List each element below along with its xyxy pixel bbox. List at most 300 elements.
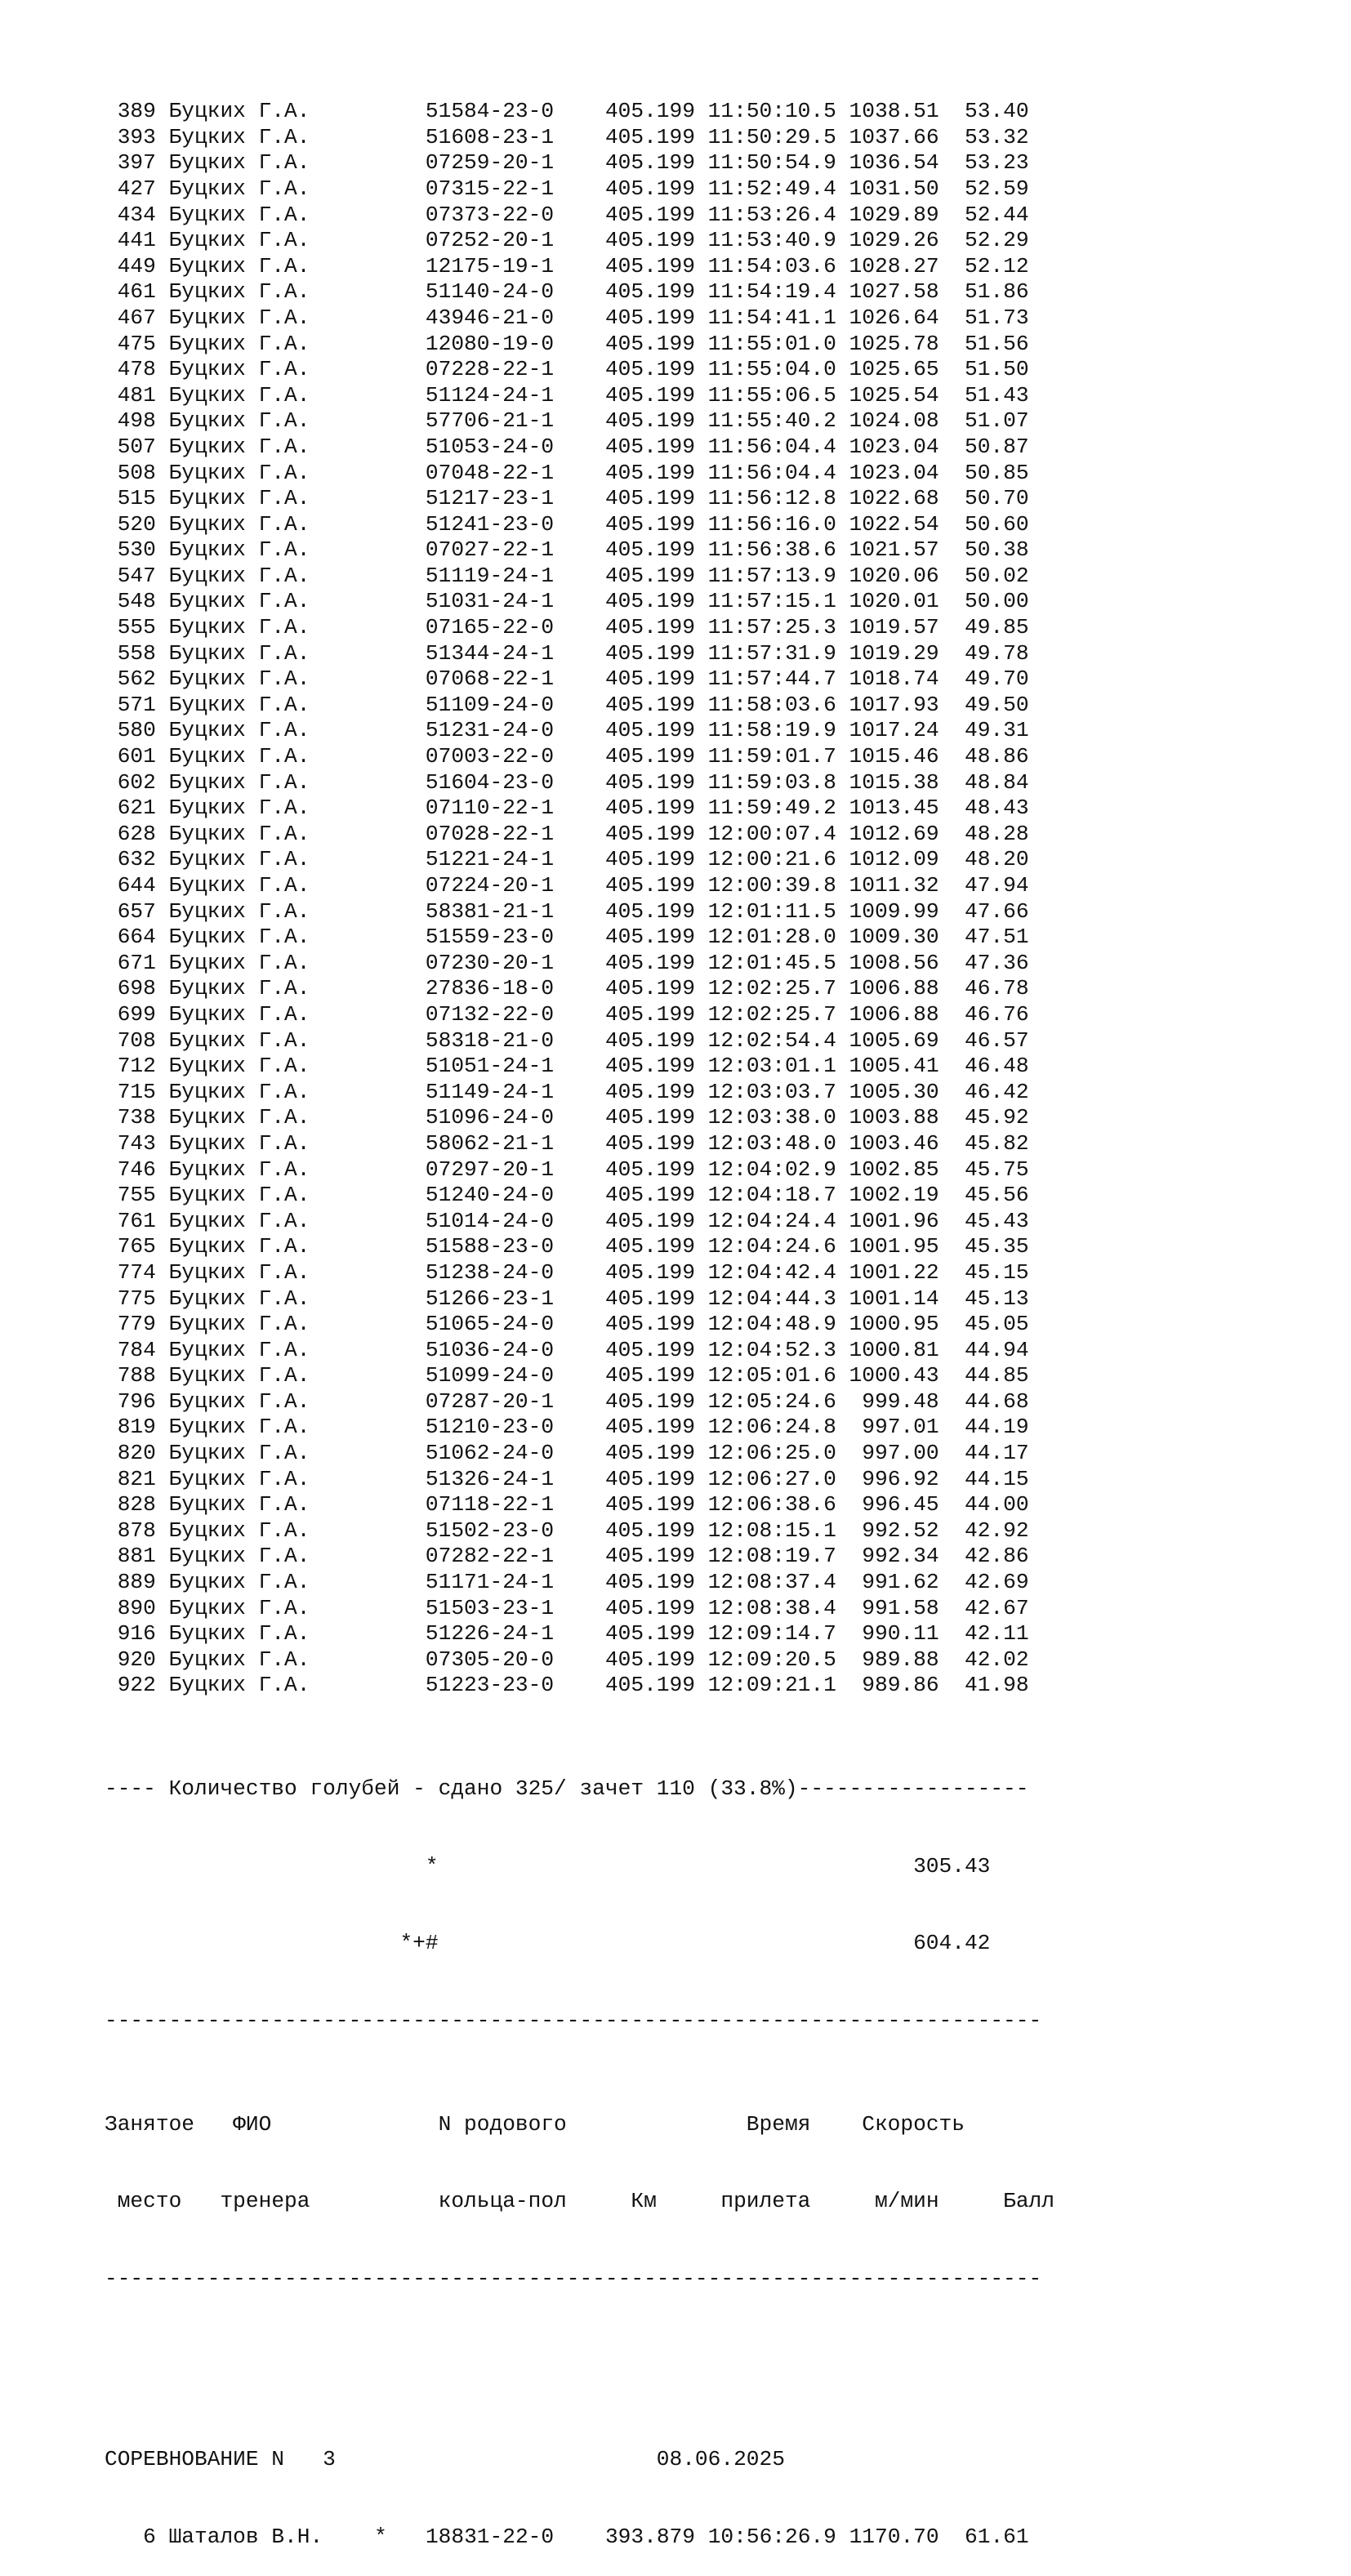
row-place: 743 [117,1130,156,1156]
row-name: Буцких Г.А. [168,1054,310,1079]
row-points: 50.38 [965,537,1029,563]
row-name: Буцких Г.А. [168,976,310,1001]
row-speed: 1017.93 [849,692,939,717]
table-row [105,1518,1054,1544]
row-place: 920 [117,1647,156,1672]
row-km: 405.199 [604,150,695,176]
row-place: 515 [117,486,156,511]
row-speed: 1015.46 [849,744,939,769]
table-row [105,1002,1054,1028]
row-place: 779 [117,1312,156,1337]
table-row [105,203,1054,229]
table-row [105,951,1054,977]
row-points: 44.19 [965,1415,1029,1440]
table-row [105,150,1054,176]
table-row [105,228,1054,254]
row-ring: 51226-24-1 [425,1621,555,1647]
row-speed: 1006.88 [849,976,939,1001]
row-place: 602 [117,769,156,795]
row-name: Буцких Г.А. [168,1079,310,1104]
competition-number: 3 [323,2447,336,2472]
row-ring: 07048-22-1 [425,460,555,485]
row-km: 405.199 [604,847,695,872]
row-place: 520 [117,511,156,537]
row-time: 11:58:19.9 [707,718,836,743]
row-points: 48.84 [965,769,1029,795]
table-row [105,99,1054,125]
row-speed: 1006.88 [849,1001,939,1027]
row-place: 562 [117,666,156,692]
row-place: 441 [117,228,156,253]
row-time: 12:03:01.1 [707,1054,836,1079]
row-points: 52.12 [965,253,1029,279]
table-row [105,1673,1054,1699]
row-speed: 1018.74 [849,666,939,692]
row-name: Буцких Г.А. [168,821,310,846]
row-speed: 1023.04 [849,434,939,459]
row-speed: 992.52 [849,1518,939,1543]
row-km: 405.199 [604,1337,695,1362]
table-row [105,461,1054,487]
row-km: 405.199 [604,253,695,279]
row-place: 498 [117,408,156,434]
row-speed: 1017.24 [849,718,939,743]
table-row [105,408,1054,435]
row-km: 405.199 [604,1234,695,1259]
row-ring: 51604-23-0 [425,769,555,795]
row-name: Буцких Г.А. [168,1183,310,1208]
row-points: 45.35 [965,1234,1029,1259]
row-ring: 51217-23-1 [425,486,555,511]
row-name: Буцких Г.А. [168,847,310,872]
row-time: 12:08:19.7 [707,1544,836,1569]
row-time: 11:56:16.0 [707,511,836,537]
row-name: Буцких Г.А. [168,1312,310,1337]
row-points: 50.85 [965,460,1029,485]
results-document [105,47,1054,2576]
row-points: 49.78 [965,640,1029,666]
row-km: 405.199 [604,228,695,253]
row-time: 11:52:49.4 [707,176,836,201]
summary-text: ---- Количество голубей - сдано 325/ зачет 110 (33.8%)------------------ [105,1776,1029,1801]
row-speed: 1001.14 [849,1286,939,1311]
row-time: 11:57:13.9 [707,563,836,588]
row-ring: 07068-22-1 [425,666,555,692]
row-time: 12:05:01.6 [707,1363,836,1388]
row-time: 12:04:18.7 [707,1183,836,1208]
row-time: 12:04:48.9 [707,1312,836,1337]
row-ring: 07230-20-1 [425,950,555,975]
row-km: 405.199 [604,176,695,201]
row-place: 427 [117,176,156,201]
header-ring-2: кольца-пол [438,2189,567,2214]
row-speed: 989.88 [849,1647,939,1672]
row-points: 52.59 [965,176,1029,201]
row-place: 715 [117,1079,156,1104]
row-ring: 07282-22-1 [425,1544,555,1569]
row-time: 11:55:06.5 [707,382,836,408]
row-km: 405.199 [604,1286,695,1311]
table-row [105,1183,1054,1209]
row-points: 46.76 [965,1001,1029,1027]
row-km: 405.199 [604,769,695,795]
row-time: 12:06:24.8 [707,1415,836,1440]
row-name: Буцких Г.А. [168,1027,310,1053]
row-name: Буцких Г.А. [168,1441,310,1466]
row-time: 12:04:42.4 [707,1259,836,1285]
row-time: 12:04:44.3 [707,1286,836,1311]
row-ring: 51171-24-1 [425,1570,555,1595]
row-speed: 997.00 [849,1441,939,1466]
row-points: 46.78 [965,976,1029,1001]
row-name: Буцких Г.А. [168,950,310,975]
row-km: 405.199 [604,563,695,588]
row-time: 11:50:54.9 [707,150,836,176]
table-row [105,1492,1054,1518]
row-km: 405.199 [604,1673,695,1698]
table-row [105,1286,1054,1313]
row-speed: 989.86 [849,1673,939,1698]
header-place-2: место [117,2189,182,2214]
row-time: 12:02:54.4 [707,1027,836,1053]
row-ring: 51119-24-1 [425,563,555,588]
row-place: 530 [117,537,156,563]
row-time: 12:06:27.0 [707,1466,836,1491]
row-place: 601 [117,744,156,769]
row-place: 774 [117,1259,156,1285]
row-points: 51.07 [965,408,1029,434]
row-km: 405.199 [604,821,695,846]
row-place: 389 [117,99,156,124]
row-ring: 07297-20-1 [425,1157,555,1182]
row-place: 819 [117,1415,156,1440]
row-ring: 51588-23-0 [425,1234,555,1259]
row-km: 405.199 [604,1183,695,1208]
header-km: Км [631,2189,657,2214]
row-km: 405.199 [604,1388,695,1414]
table-row [105,1105,1054,1131]
row-points: 51.50 [965,357,1029,382]
row-name: Буцких Г.А. [168,1595,310,1620]
row-place: 580 [117,718,156,743]
table-row [105,693,1054,719]
row-place: 467 [117,305,156,330]
row-points: 42.11 [965,1621,1029,1647]
row-points: 44.85 [965,1363,1029,1388]
row-ring: 51608-23-1 [425,124,555,149]
row-points: 45.75 [965,1157,1029,1182]
column-header-row-2 [105,2189,1054,2215]
row-place: 664 [117,925,156,950]
row-ring: 51140-24-0 [425,279,555,305]
row-place: 746 [117,1157,156,1182]
row-speed: 1015.38 [849,769,939,795]
row-name: Буцких Г.А. [168,486,310,511]
row-speed: 1002.85 [849,1157,939,1182]
row-name: Буцких Г.А. [168,176,310,201]
row-time: 11:56:12.8 [707,486,836,511]
table-row [105,125,1054,151]
summary-line [105,1776,1054,1803]
row-place: 708 [117,1027,156,1053]
table-row [105,1209,1054,1235]
row-km: 405.199 [604,1027,695,1053]
row-speed: 1025.54 [849,382,939,408]
row-place: 558 [117,640,156,666]
row-name: Буцких Г.А. [168,589,310,614]
row-place: 508 [117,460,156,485]
row-time: 11:58:03.6 [707,692,836,717]
row-km: 405.199 [604,382,695,408]
row-time: 11:59:01.7 [707,744,836,769]
table-row [105,1441,1054,1467]
row-place: 628 [117,821,156,846]
row-speed: 991.58 [849,1595,939,1620]
row-points: 49.31 [965,718,1029,743]
row-points: 49.50 [965,692,1029,717]
header-ring: N родового [438,2111,567,2137]
row-speed: 1020.06 [849,563,939,588]
row-speed: 1028.27 [849,253,939,279]
row-points: 48.20 [965,847,1029,872]
row-points: 49.70 [965,666,1029,692]
row-name: Буцких Г.А. [168,1001,310,1027]
row-ring: 07228-22-1 [425,357,555,382]
row-name: Буцких Г.А. [168,1234,310,1259]
row-time: 11:53:40.9 [707,228,836,253]
row-time: 12:01:28.0 [707,925,836,950]
row-points: 44.68 [965,1388,1029,1414]
row-ring: 58318-21-0 [425,1027,555,1053]
summary-combo-value: 604.42 [913,1931,991,1956]
row-ring: 51124-24-1 [425,382,555,408]
row-time: 12:08:15.1 [707,1518,836,1543]
row-points: 47.36 [965,950,1029,975]
row-name: Буцких Г.А. [168,408,310,434]
table-row [105,1080,1054,1106]
table-row [105,537,1054,564]
table-row [105,1363,1054,1389]
row-points: 42.69 [965,1570,1029,1595]
row-speed: 1021.57 [849,537,939,563]
table-row [105,357,1054,383]
row-name: Буцких Г.А. [168,1673,310,1698]
table-row [105,1157,1054,1183]
row-points: 51.86 [965,279,1029,305]
row-points: 44.00 [965,1492,1029,1518]
row-time: 11:57:31.9 [707,640,836,666]
row-points: 47.51 [965,925,1029,950]
row-km: 405.199 [604,1079,695,1104]
results-list [105,99,1054,1699]
row-ring: 57706-21-1 [425,408,555,434]
row-place: 712 [117,1054,156,1079]
row-speed: 1002.19 [849,1183,939,1208]
table-row [105,1596,1054,1622]
row-time: 11:55:40.2 [707,408,836,434]
row-km: 405.199 [604,1054,695,1079]
row-points: 48.28 [965,821,1029,846]
header-place: Занятое [105,2111,195,2137]
row-ring: 51559-23-0 [425,925,555,950]
row-speed: 1011.32 [849,873,939,898]
row-speed: 1022.54 [849,511,939,537]
summary-combo-mark: *+# [399,1931,439,1956]
row-speed: 1019.57 [849,615,939,640]
row-name: Буцких Г.А. [168,769,310,795]
row-time: 11:50:29.5 [707,124,836,149]
table-row [105,1621,1054,1647]
header-speed: Скорость [862,2111,965,2137]
row-km: 405.199 [604,718,695,743]
header-time: Время [746,2111,811,2137]
row-place: 890 [117,1595,156,1620]
row-points: 50.02 [965,563,1029,588]
row-km: 405.199 [604,486,695,511]
row-speed: 1000.81 [849,1337,939,1362]
row-ring: 07165-22-0 [425,615,555,640]
row-time: 12:09:21.1 [707,1673,836,1698]
row-time: 11:56:04.4 [707,434,836,459]
row-km: 405.199 [604,460,695,485]
row-km: 405.199 [604,873,695,898]
row-time: 12:00:07.4 [707,821,836,846]
row-time: 11:50:10.5 [707,99,836,124]
row-speed: 1003.88 [849,1105,939,1130]
row-place: 481 [117,382,156,408]
row-points: 44.94 [965,1337,1029,1362]
row-place: 507 [117,434,156,459]
row-place: 821 [117,1466,156,1491]
row-km: 405.199 [604,1441,695,1466]
row-name: Буцких Г.А. [168,228,310,253]
row-km: 405.199 [604,1312,695,1337]
row-points: 45.56 [965,1183,1029,1208]
row-place: 820 [117,1441,156,1466]
table-row [105,254,1054,280]
row-time: 11:56:38.6 [707,537,836,563]
row-points: 45.82 [965,1130,1029,1156]
row-name: Буцких Г.А. [168,1388,310,1414]
row-km: 405.199 [604,357,695,382]
row-name: Буцких Г.А. [168,1130,310,1156]
row-name: Буцких Г.А. [168,434,310,459]
row-km: 405.199 [604,976,695,1001]
row-km: 405.199 [604,796,695,821]
row-km: 405.199 [604,1130,695,1156]
next-name: Шаталов В.Н. [168,2525,323,2549]
row-points: 50.70 [965,486,1029,511]
row-place: 784 [117,1337,156,1362]
row-time: 11:59:49.2 [707,796,836,821]
row-place: 755 [117,1183,156,1208]
row-points: 47.94 [965,873,1029,898]
row-time: 11:59:03.8 [707,769,836,795]
row-ring: 51584-23-0 [425,99,555,124]
row-km: 405.199 [604,408,695,434]
table-row [105,332,1054,358]
row-km: 405.199 [604,1621,695,1647]
row-ring: 07315-22-1 [425,176,555,201]
row-speed: 1036.54 [849,150,939,176]
row-ring: 07252-20-1 [425,228,555,253]
row-name: Буцких Г.А. [168,460,310,485]
table-row [105,486,1054,512]
row-name: Буцких Г.А. [168,357,310,382]
row-points: 46.42 [965,1079,1029,1104]
row-speed: 1027.58 [849,279,939,305]
row-ring: 51241-23-0 [425,511,555,537]
row-ring: 51502-23-0 [425,1518,555,1543]
row-points: 53.32 [965,124,1029,149]
row-km: 405.199 [604,1259,695,1285]
row-ring: 51221-24-1 [425,847,555,872]
divider-top: ------------------------------------------------------------------------- [105,2008,1042,2034]
row-place: 916 [117,1621,156,1647]
row-km: 405.199 [604,1157,695,1182]
row-place: 461 [117,279,156,305]
row-points: 50.00 [965,589,1029,614]
table-row [105,1544,1054,1570]
table-row [105,1647,1054,1674]
row-time: 12:04:24.4 [707,1208,836,1233]
row-speed: 997.01 [849,1415,939,1440]
row-ring: 51503-23-1 [425,1595,555,1620]
row-ring: 51109-24-0 [425,692,555,717]
row-place: 644 [117,873,156,898]
row-place: 922 [117,1673,156,1698]
row-name: Буцких Г.А. [168,537,310,563]
row-ring: 07028-22-1 [425,821,555,846]
row-name: Буцких Г.А. [168,563,310,588]
row-name: Буцких Г.А. [168,718,310,743]
row-km: 405.199 [604,202,695,227]
row-ring: 07287-20-1 [425,1388,555,1414]
table-row [105,847,1054,873]
row-points: 53.23 [965,150,1029,176]
row-name: Буцких Г.А. [168,1621,310,1647]
row-time: 12:03:48.0 [707,1130,836,1156]
row-points: 52.29 [965,228,1029,253]
row-km: 405.199 [604,511,695,537]
row-ring: 07373-22-0 [425,202,555,227]
row-time: 12:02:25.7 [707,1001,836,1027]
row-time: 11:56:04.4 [707,460,836,485]
row-name: Буцких Г.А. [168,1492,310,1518]
table-row [105,976,1054,1002]
row-place: 828 [117,1492,156,1518]
summary-star-row [105,1854,1054,1880]
table-row [105,564,1054,590]
row-speed: 996.45 [849,1492,939,1518]
row-points: 51.73 [965,305,1029,330]
row-speed: 1001.96 [849,1208,939,1233]
row-km: 405.199 [604,305,695,330]
row-time: 11:53:26.4 [707,202,836,227]
table-row [105,512,1054,538]
summary-star-mark: * [425,1853,439,1879]
row-ring: 51036-24-0 [425,1337,555,1362]
row-name: Буцких Г.А. [168,99,310,124]
row-km: 405.199 [604,124,695,149]
row-name: Буцких Г.А. [168,253,310,279]
row-ring: 12175-19-1 [425,253,555,279]
row-speed: 1023.04 [849,460,939,485]
row-speed: 992.34 [849,1544,939,1569]
row-place: 765 [117,1234,156,1259]
table-row [105,1234,1054,1260]
row-points: 42.67 [965,1595,1029,1620]
